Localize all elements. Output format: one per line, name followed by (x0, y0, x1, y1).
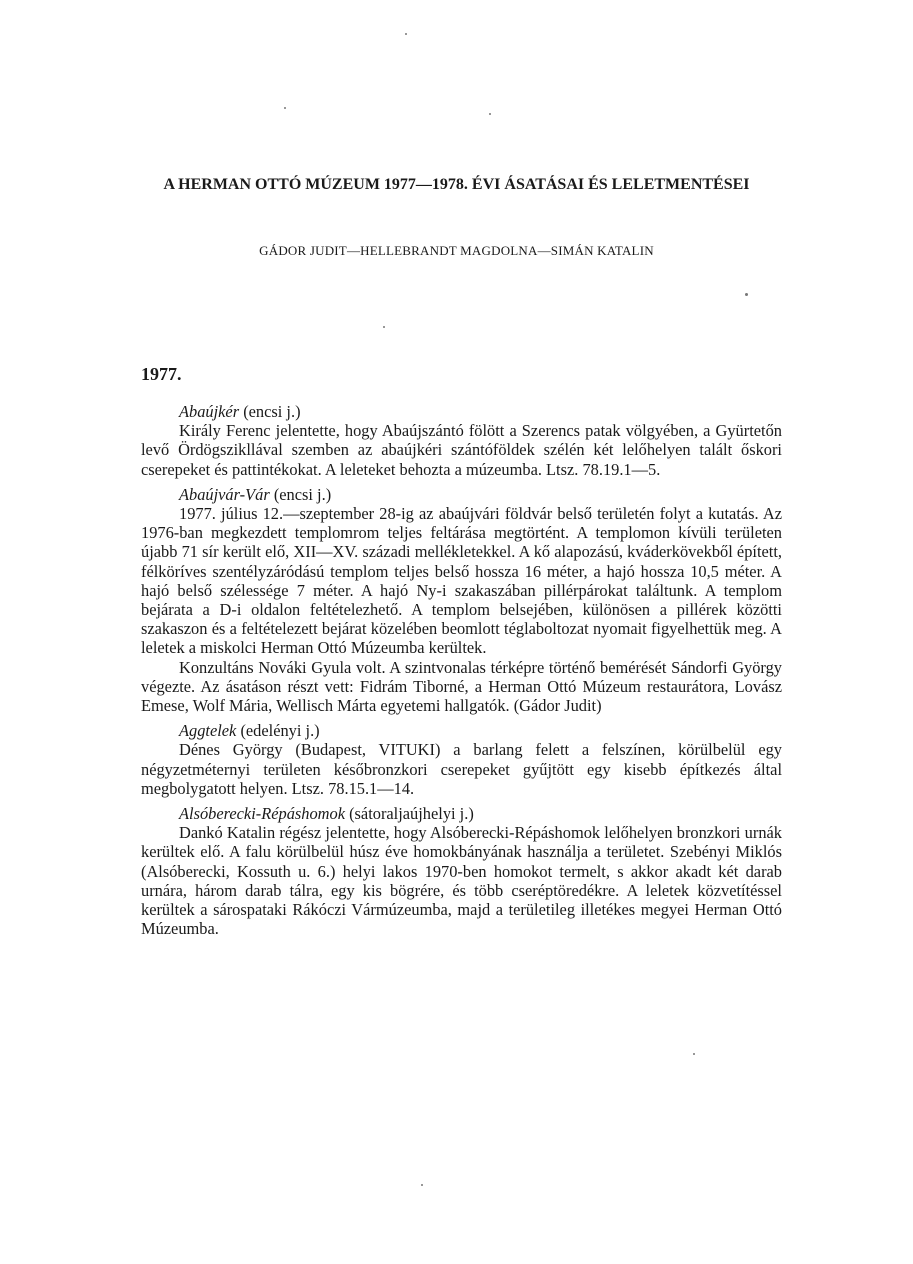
site-name: Alsóberecki-Répáshomok (179, 804, 345, 824)
entry-heading (141, 721, 782, 740)
site-name: Abaújkér (179, 402, 240, 421)
district-name: (encsi j.) (269, 484, 332, 504)
entry-aggtelek (141, 721, 782, 798)
entry-heading (141, 804, 782, 823)
authors-line: GÁDOR JUDIT—HELLEBRANDT MAGDOLNA—SIMÁN KATALIN (259, 243, 654, 258)
entry-paragraph: Dénes György (Budapest, VITUKI) a barlang felett a felszínen, körülbelül egy négyzetméternyi területen későbronzkori cserepeket gyűjtött egy kisebb építkezés által megbolygatott helyen. Ltsz. 78.15.1—14. (141, 740, 782, 798)
entry-abaujker (141, 402, 782, 479)
scan-speck (383, 326, 385, 328)
entry-paragraph: Király Ferenc jelentette, hogy Abaújszántó fölött a Szerencs patak völgyében, a Gyürtetőn levő Ördögszikllával szemben az abaújkéri szántóföldek szélén két lelőhelyen talált őskori cserepeket és pattintékokat. A leleteket behozta a múzeumba. Ltsz. 78.19.1—5. (141, 421, 782, 479)
scan-speck (405, 33, 407, 35)
district-name: (edelényi j.) (236, 721, 320, 741)
entry-heading (141, 485, 782, 504)
entry-paragraph: Konzultáns Nováki Gyula volt. A szintvonalas térképre történő bemérését Sándorfi György végezte. Az ásatáson részt vett: Fidrám Tiborné, a Herman Ottó Múzeum restaurátora, Lovász Emese, Wolf Mária, Wellisch Márta egyetemi hallgatók. (Gádor Judit) (141, 657, 782, 716)
entry-heading (141, 402, 782, 421)
scan-speck (693, 1053, 695, 1055)
site-name: Aggtelek (179, 721, 237, 741)
document-title: A HERMAN OTTÓ MÚZEUM 1977—1978. ÉVI ÁSATÁSAI ÉS LELETMENTÉSEI (163, 176, 750, 193)
document-body (141, 402, 782, 944)
district-name: (encsi j.) (239, 402, 301, 421)
entry-abaujvar-var (141, 485, 782, 715)
scan-speck (421, 1184, 423, 1186)
site-name: Abaújvár-Vár (179, 484, 270, 504)
year-heading: 1977. (141, 364, 182, 384)
district-name: (sátoraljaújhelyi j.) (344, 804, 474, 824)
scan-speck (284, 107, 286, 109)
entry-paragraph: Dankó Katalin régész jelentette, hogy Alsóberecki-Répáshomok lelőhelyen bronzkori urnák kerültek elő. A falu körülbelül húsz éve homokbányának használja a területet. Szebényi Miklós (Alsóberecki, Kossuth u. 6.) helyi lakos 1970-ben homokot termelt, s akkor akadt két darab urnára, három darab tálra, egy kis bögrére, és több cseréptöredékre. A leletek közvetítéssel kerültek a sárospataki Rákóczi Vármúzeumba, majd a területileg illetékes megyei Herman Ottó Múzeumba. (141, 823, 782, 939)
scan-speck (489, 113, 491, 115)
entry-paragraph: 1977. július 12.—szeptember 28-ig az abaújvári földvár belső területén folyt a kutatás. Az 1976-ban megkezdett templomrom teljes feltárása megtörtént. A templomon kívüli területen újabb 71 sír került elő, XII—XV. századi mellékletekkel. A kő alapozású, kváderkövekből épített, félköríves szentélyzáródású templom teljes belső hossza 16 méter, a hajó hossza 10,5 méter. A hajó belső szélessége 7 méter. A hajó Ny-i szakaszában pillérpárokat találtunk. A templom bejárata a D-i oldalon feltételezhető. A templom belsejében, különösen a pillérek közötti szakaszon és a feltételezett bejárat közelében beomlott téglaboltozat nyomait figyelhettük meg. A leletek a miskolci Herman Ottó Múzeumba kerültek. (141, 504, 782, 658)
scan-speck (745, 293, 748, 296)
entry-alsoberecki-repashomok (141, 804, 782, 938)
